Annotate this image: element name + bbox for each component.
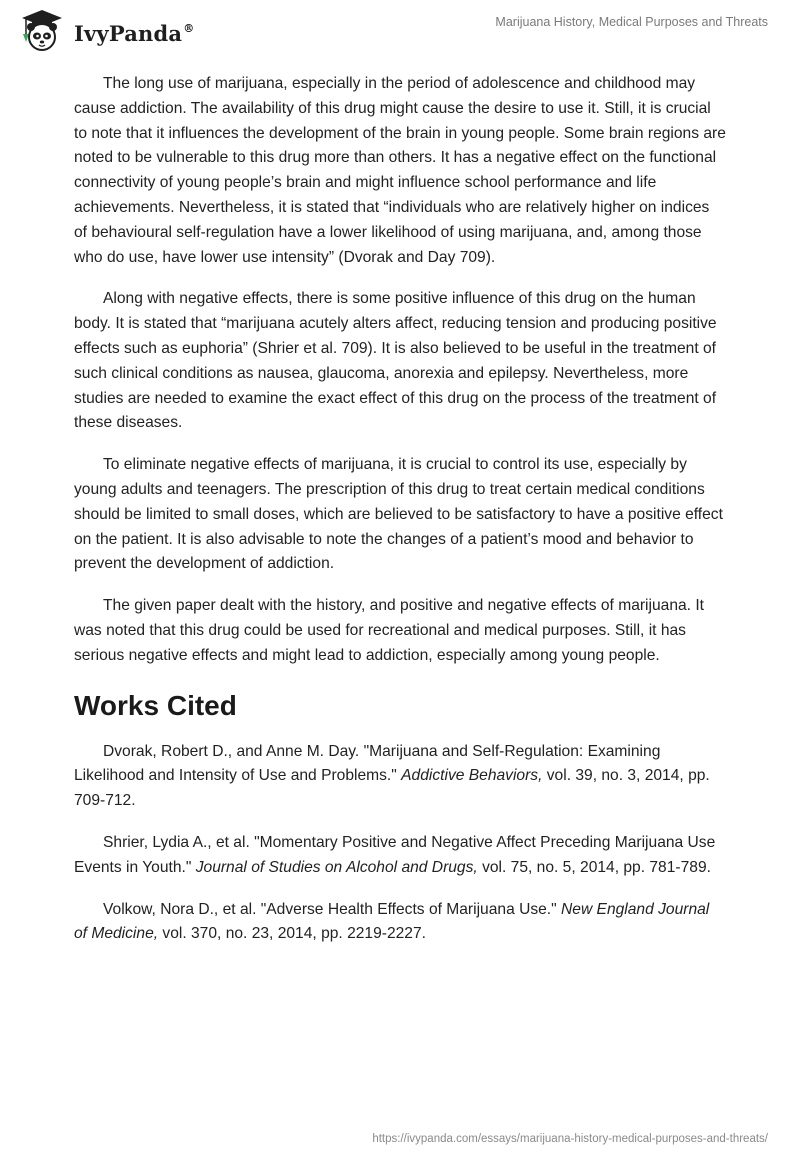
ivypanda-logo[interactable]: [16, 8, 194, 54]
works-cited-heading: Works Cited: [74, 689, 237, 721]
journal-title: Addictive Behaviors,: [401, 767, 543, 785]
body-paragraph: To eliminate negative effects of marijuana, it is crucial to control its use, especially by young adults and teenagers. The prescription of this drug to treat certain medical conditions should be limited to small doses, which are believed to be satisfactory to have a positive effect on the patient. It is also advisable to note the changes of a patient’s mood and behavior to prevent the development of addiction.: [74, 456, 723, 573]
essay-content: [74, 72, 726, 964]
document-title: Marijuana History, Medical Purposes and Threats: [495, 15, 768, 29]
page-header: [0, 0, 800, 66]
citation-entry: Volkow, Nora D., et al. "Adverse Health Effects of Marijuana Use." New England Journal of Medicine, vol. 370, no. 23, 2014, pp. 2219-2227.: [74, 900, 710, 943]
body-paragraph: The long use of marijuana, especially in the period of adolescence and childhood may cause addiction. The availability of this drug might cause the desire to use it. Still, it is crucial to note that it influences the development of the brain in young people. Some brain regions are noted to be vulnerable to this drug more than others. It has a negative effect on the functional connectivity of young people’s brain and might influence school performance and life achievements. Nevertheless, it is stated that “individuals who are relatively higher on indices of behavioural self-regulation have a lower likelihood of using marijuana, and, among those who do use, have lower use intensity” (Dvorak and Day 709).: [74, 75, 726, 266]
journal-title: Journal of Studies on Alcohol and Drugs,: [195, 858, 478, 876]
panda-graduate-icon: [16, 8, 68, 54]
citation-entry: Shrier, Lydia A., et al. "Momentary Positive and Negative Affect Preceding Marijuana Use Events in Youth." Journal of Studies on Alcohol and Drugs, vol. 75, no. 5, 2014, pp. 781-789.: [74, 833, 716, 876]
brand-name: IvyPanda®: [74, 20, 195, 46]
body-paragraph: Along with negative effects, there is some positive influence of this drug on the human body. It is stated that “marijuana acutely alters affect, reducing tension and producing positive effects such as euphoria” (Shrier et al. 709). It is also believed to be useful in the treatment of such clinical conditions as nausea, glaucoma, anorexia and epilepsy. Nevertheless, more studies are needed to examine the exact effect of this drug on the process of the treatment of these diseases.: [74, 290, 717, 432]
body-paragraph: The given paper dealt with the history, and positive and negative effects of marijuana. It was noted that this drug could be used for recreational and medical purposes. Still, it has serious negative effects and might lead to addiction, especially among young people.: [74, 597, 705, 664]
citation-entry: Dvorak, Robert D., and Anne M. Day. "Marijuana and Self-Regulation: Examining Likelihood and Intensity of Use and Problems." Addictive Behaviors, vol. 39, no. 3, 2014, pp. 709-712.: [74, 742, 710, 810]
source-url[interactable]: https://ivypanda.com/essays/marijuana-history-medical-purposes-and-threats/: [372, 1133, 768, 1145]
journal-title: New England Journal of Medicine,: [74, 900, 710, 943]
